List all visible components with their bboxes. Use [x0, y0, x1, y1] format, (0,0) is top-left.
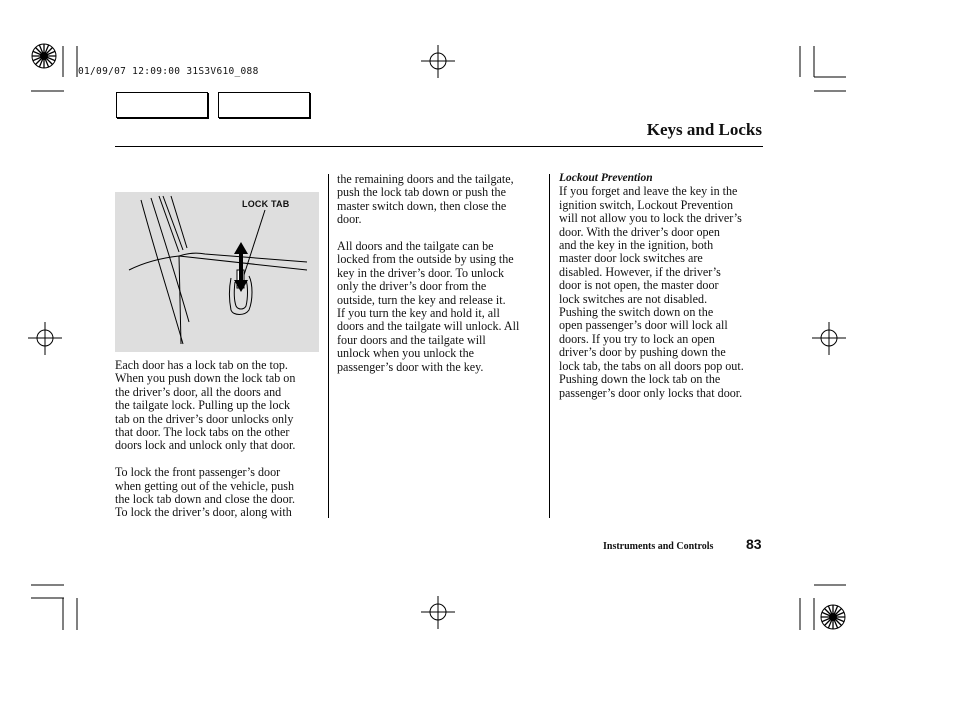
column-3: [559, 172, 771, 400]
paragraph: All doors and the tailgate can be locked from the outside by using the key in the driver’s door. To unlock only the driver’s door from the outside, turn the key and release it. If you turn the key and hold it, all doors and the tailgate will unlock. All four doors and the tailgate will unlock when you unlock the passenger’s door with the key.: [337, 239, 520, 374]
paragraph: Each door has a lock tab on the top. When you push down the lock tab on the driver’s door, all the doors and the tailgate lock. Pulling up the lock tab on the driver’s door unlocks only that door. The lock tabs on the other doors lock and unlock only that door.: [115, 358, 296, 453]
registration-crosshair-icon: [421, 45, 455, 78]
paragraph: If you forget and leave the key in the ignition switch, Lockout Prevention will not allow you to lock the driver’s door. With the driver’s door open and the key in the ignition, both master door lock switches are disabled. However, if the driver’s door is not open, the master door lock switches are not disabled. Pushing the switch down on the open passenger’s door will lock all doors. If you try to lock an open driver’s door by pushing down the lock tab, the tabs on all doors pop out. Pushing down the lock tab on the passenger’s door only locks that door.: [559, 184, 744, 400]
sunburst-mark-icon: [821, 605, 845, 629]
column-1: [115, 359, 327, 520]
door-lock-illustration: [115, 192, 319, 352]
footer-section-name: Instruments and Controls: [603, 541, 714, 552]
column-divider: [549, 174, 550, 518]
subheading: Lockout Prevention: [559, 172, 653, 184]
page-title: Keys and Locks: [646, 120, 762, 139]
figure-label: LOCK TAB: [242, 199, 290, 209]
print-info: 01/09/07 12:09:00 31S3V610_088: [78, 66, 259, 77]
page-number: 83: [746, 536, 762, 552]
header-tab-box: [116, 92, 208, 118]
column-2: [337, 173, 547, 374]
up-down-arrow-icon: [234, 242, 248, 292]
header-rule: [115, 146, 763, 147]
registration-crosshair-icon: [28, 322, 62, 355]
column-divider: [328, 174, 329, 518]
registration-crosshair-icon: [421, 596, 455, 629]
registration-crosshair-icon: [812, 322, 846, 355]
sunburst-mark-icon: [32, 44, 56, 68]
header-tab-box: [218, 92, 310, 118]
paragraph: the remaining doors and the tailgate, push the lock tab down or push the master switch down, then close the door.: [337, 172, 514, 227]
lock-tab-figure: [115, 192, 319, 352]
paragraph: To lock the front passenger’s door when getting out of the vehicle, push the lock tab down and close the door. To lock the driver’s door, along with: [115, 465, 296, 520]
